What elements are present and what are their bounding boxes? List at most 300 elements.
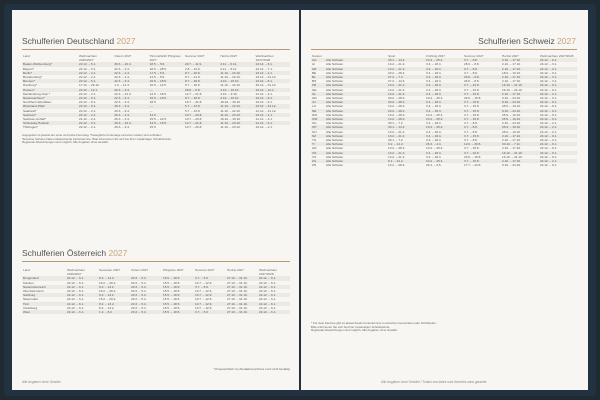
table-cell: 13.2. – 21.2. (387, 151, 425, 155)
table-cell: 13.2. – 28.2. (388, 112, 406, 117)
table-cell: 22.12. – 12.1. (78, 88, 113, 92)
note-line: Regionale Abweichungen sind möglich. Alle Angaben ohne Gewähr. (311, 328, 398, 333)
table-cell: Alle Schulen (325, 125, 387, 129)
table-cell: Niederösterreich (22, 285, 66, 289)
table-row (22, 125, 290, 129)
table-cell: AG (311, 58, 325, 62)
table-cell: Sachsen-Anhalt* (23, 117, 47, 122)
table-cell: 2.10. – 17.10. (501, 92, 539, 96)
table-cell: 2.10. – 17.10. (501, 159, 539, 163)
table-cell: OW (311, 117, 325, 121)
table-cell: 24.12. – 5.1. (79, 66, 97, 71)
table-cell: Alle Schulen (325, 100, 387, 104)
table-cell: 12.6. – 29.8. (463, 142, 501, 146)
table-cell: 19.7. – 31.8. (184, 100, 203, 105)
table-cell: 3.7. – 8.8. (464, 138, 478, 143)
table-cell: 24.12. – 6.1. (67, 289, 85, 294)
table-cell: 18.5. – 28.5. (149, 66, 167, 71)
table-cell: 10.4. – 25.4. (426, 96, 444, 101)
table-cell: 13.2. – 21.2. (388, 129, 406, 134)
table-cell: 17.5. – 5.6. (149, 71, 184, 75)
note-line: Regionale Abweichungen sind möglich. Alle Angaben ohne Gewähr. (22, 140, 109, 145)
table-cell: 10.7. – 12.9. (194, 302, 226, 306)
table-cell: 22.12. – 5.1. (78, 79, 113, 83)
table-cell: ZG (311, 159, 325, 163)
table-cell: 10.4. – 25.4. (425, 125, 463, 129)
table-cell: 20.2. – 28.2. (387, 109, 425, 113)
table-cell: 3.4. – 18.4. (426, 104, 442, 109)
table-cell: 10.4. – 25.4. (426, 112, 444, 117)
table-cell: 24.12. – 2.1. (540, 121, 558, 126)
table-cell: 22.3. – 2.4. (114, 75, 130, 80)
table-cell: 29.7. – 11.9. (184, 62, 219, 66)
column-header: Sommer 2027 (195, 268, 215, 272)
table-cell: 8.7. – 18.8. (184, 79, 219, 83)
table-cell: 27.10. – 31.10. (226, 302, 258, 306)
table-cell: 22.3. – 6.4. (113, 96, 148, 100)
table-cell: 29.3. – 9.4. (114, 108, 130, 113)
column-header: Himmelfahrt/ Pfingsten 2027 (149, 54, 181, 63)
table-cell: 11.10. – 22.10. (220, 108, 241, 113)
table-cell: 13.2. – 21.2. (388, 87, 406, 92)
table-cell: 22.12. – 5.1. (78, 62, 113, 66)
table-cell: 24.12. – 2.1. (540, 138, 558, 143)
table-cell: 3.7. – 5.9. (194, 310, 226, 314)
table-cell: 27.10. – 31.10. (227, 289, 248, 294)
table-cell: 23.12. – 2.1. (255, 125, 273, 130)
table-cell: VS (312, 154, 317, 159)
table-cell: 15.5. – 18.5. (162, 310, 194, 314)
table-cell: 20.12. – 31.12. (255, 83, 277, 88)
table-cell: 5.7. – 13.8. (184, 108, 201, 113)
table-cell: 15.2. – 20.2. (99, 280, 117, 285)
table-cell: 29.3. – 9.4. (113, 104, 148, 108)
table-cell: 24.12. – 9.1. (539, 100, 577, 104)
table-cell: Steiermark (23, 297, 38, 302)
table-cell: BS (312, 79, 317, 84)
table-cell: 10.7. – 20.8. (184, 125, 203, 130)
table-cell: SH (311, 125, 325, 129)
table-cell: 20.3. – 5.4. (131, 297, 147, 302)
table-cell: Wien (22, 310, 66, 314)
table-cell: 27.10. – 31.10. (227, 280, 248, 285)
austria-title-text: Schulferien Österreich (22, 248, 107, 258)
table-cell: 29.3. – 10.4. (113, 121, 148, 125)
table-cell: 3.7. – 8.8. (463, 67, 501, 71)
table-cell: TG (312, 138, 317, 143)
note-line: * Für viele Kantone gibt es abweichende Ferientermine in einzelnen Gemeinden oder Schulstufen. (311, 321, 437, 325)
table-cell: 26.6. – 8.8. (464, 79, 480, 84)
table-cell: 24.12. – 2.1. (539, 67, 577, 71)
table-cell: Alle Schulen (325, 134, 387, 138)
table-cell: 3.4. – 18.4. (425, 100, 463, 104)
table-cell: 3.4. – 18.4. (426, 62, 442, 67)
table-cell: 3.7. – 8.8. (464, 121, 478, 126)
table-cell: 21.12. – 6.1. (255, 121, 290, 125)
table-cell: Niedersachsen* (22, 96, 78, 100)
table-cell: 22.3. – 3.4. (114, 100, 130, 105)
table-cell: 21.12. – 2.1. (79, 117, 97, 122)
table-cell: 3.4. – 18.4. (426, 154, 442, 159)
table-cell: 24.12. – 6.1. (259, 280, 277, 285)
table-cell: 22.12. – 2.1. (78, 113, 113, 117)
table-cell: 24.12. – 6.1. (66, 302, 98, 306)
table-cell: 24.12. – 2.1. (540, 129, 558, 134)
table-cell: 25.9. – 10.10. (502, 104, 521, 109)
table-cell: 11.10. – 23.10. (220, 125, 241, 130)
table-cell: 26.3. – 2.4. (113, 113, 148, 117)
table-cell: 3.7. – 15.8. (464, 112, 480, 117)
table-cell: 9.10. – 24.10. (502, 96, 521, 101)
table-cell: 24.12. – 6.1. (255, 100, 273, 105)
austria-holiday-table (22, 268, 290, 314)
table-cell: Alle Schulen (325, 159, 387, 163)
table-cell: 3.7. – 15.8. (463, 109, 501, 113)
table-cell: 8.2. – 13.2. (98, 293, 130, 297)
switzerland-notes (311, 322, 577, 333)
table-cell: 15.5. – 18.5. (149, 96, 184, 100)
table-cell: 20.3. – 5.4. (130, 276, 162, 280)
table-cell: 3.7. – 22.8. (463, 83, 501, 87)
table-cell: 2.10. – 24.10. (502, 121, 521, 126)
table-cell: 23.12. – 8.1. (255, 62, 290, 66)
table-cell: 30.10. – 7.11. (501, 142, 539, 146)
table-cell: UR (312, 146, 317, 151)
table-cell: 10.4. – 25.4. (426, 146, 444, 151)
table-cell: 2.10. – 17.10. (502, 138, 521, 143)
table-cell: 24.12. – 9.1. (540, 104, 558, 109)
table-cell: 15.5. – 18.5. (162, 293, 194, 297)
table-cell: 22.12. – 8.1. (78, 104, 113, 108)
column-header: Land (23, 54, 30, 58)
table-cell: Berlin* (22, 71, 78, 75)
table-cell: 24.12. – 2.1. (539, 125, 577, 129)
table-cell: 15.5. – 18.5. (162, 302, 194, 306)
table-cell: 20.3. – 5.4. (130, 293, 162, 297)
column-header: Sommer 2027 (464, 54, 484, 58)
table-cell: — (149, 108, 153, 113)
table-cell: 24.12. – 9.1. (539, 117, 577, 121)
table-cell: 29.3. – 9.4. (113, 88, 148, 92)
table-cell: 10.7. – 12.9. (195, 280, 213, 285)
germany-title-year: 2027 (116, 36, 136, 46)
table-cell: 17.7. – 22.8. (464, 163, 482, 168)
table-cell: 3.7. – 15.8. (463, 159, 501, 163)
table-cell: 2.4. – 18.4. (426, 87, 442, 92)
table-cell: 24.12. – 6.1. (66, 293, 98, 297)
table-cell: 2.10. – 17.10. (501, 58, 539, 62)
table-cell: Alle Schulen (325, 117, 387, 121)
table-cell: 13.2. – 21.2. (387, 67, 425, 71)
table-cell: Alle Schulen (326, 62, 344, 67)
table-cell: 8.7. – 20.8. (184, 71, 219, 75)
table-cell: 24.12. – 9.1. (540, 96, 558, 101)
table-cell: 27.10. – 31.10. (226, 293, 258, 297)
table-cell: 4.10. – 16.10. (219, 96, 254, 100)
table-cell: LU (312, 104, 316, 109)
table-cell: 1.3. – 12.3. (114, 83, 130, 88)
table-cell: 15.5. (149, 125, 157, 130)
table-cell: Saarland* (23, 108, 37, 113)
table-cell: SO (312, 129, 317, 134)
table-cell: 20.3. – 5.4. (131, 289, 147, 294)
table-cell: 30.1. – 7.2. (388, 138, 404, 143)
table-cell: 3.4. – 18.4. (425, 67, 463, 71)
table-cell: NE (311, 109, 325, 113)
table-cell: 3.4. – 18.4. (425, 75, 463, 79)
table-cell: 24.12. – 9.1. (540, 112, 558, 117)
table-cell: 14.5. – 18.5. (149, 91, 167, 96)
table-cell: 15.5. – 18.5. (162, 276, 194, 280)
column-header: Frühling 2027 (426, 54, 445, 58)
table-cell: 15.2. – 20.2. (99, 289, 117, 294)
table-cell: 3.4. – 18.4. (426, 70, 442, 75)
column-header: Weihnachten 2027/2028 (540, 54, 574, 58)
table-cell: 22.12. – 2.1. (79, 75, 97, 80)
table-cell: Tirol (22, 302, 66, 306)
table-cell: Alle Schulen (326, 138, 344, 143)
table-cell: 26.6. – 8.8. (464, 62, 480, 67)
table-cell: — (149, 88, 184, 92)
table-cell: 24.12. – 6.1. (258, 293, 290, 297)
table-cell: 24.12. – 9.1. (539, 58, 577, 62)
table-cell: SZ (311, 134, 325, 138)
table-cell: 18.5. (149, 100, 157, 105)
table-cell: Schleswig-Holstein (22, 121, 78, 125)
table-cell: Alle Schulen (326, 70, 344, 75)
table-cell: 27.2. – 7.3. (387, 75, 425, 79)
table-cell: 25.9. – 10.10. (502, 129, 521, 134)
austria-note: *Voraussichtlich, bei Redaktionsschluss noch nicht bestätigt (213, 367, 290, 371)
right-footer: Alle Angaben ohne Gewähr / Toutes ces dates sont données sans garantie (381, 380, 487, 384)
right-page (301, 10, 588, 390)
table-cell: 15.5. – 22.5. (149, 117, 167, 122)
table-cell: 3.7. – 15.8. (463, 100, 501, 104)
table-cell: 29.3. – 3.4. (114, 117, 130, 122)
table-cell: 2.10. – 17.10. (501, 134, 539, 138)
table-cell: 24.12. – 6.1. (66, 310, 98, 314)
table-cell: 15.5. – 18.5. (149, 79, 184, 83)
table-cell: 11.10. – 22.10. (220, 75, 241, 80)
table-cell: TI (311, 142, 325, 146)
table-cell: 25.9. – 10.10. (501, 117, 539, 121)
table-cell: Alle Schulen (325, 142, 387, 146)
table-cell: 23.12. – 12.1. (255, 88, 290, 92)
table-cell: 24.12. – 3.1. (539, 75, 577, 79)
table-cell: Brandenburg* (23, 75, 43, 80)
column-header: Weihnachten 2027/2028 (255, 54, 274, 63)
table-cell: 11.10. – 22.10. (220, 83, 241, 88)
table-cell: 9.10. – 24.10. (501, 109, 539, 113)
table-cell: Alle Schulen (325, 75, 387, 79)
table-cell: AI (312, 62, 315, 67)
table-cell: 10.4. – 25.4. (425, 58, 463, 62)
table-cell: 22.3. – 2.4. (113, 71, 148, 75)
table-cell: 20.2. – 28.2. (388, 70, 406, 75)
column-header: Herbst 2027 (227, 268, 244, 272)
table-cell: 21.12. – 3.1. (255, 117, 273, 122)
table-cell: 8.2. – 13.2. (99, 305, 115, 310)
table-cell: 8.7. – 21.8. (184, 75, 201, 80)
table-row (311, 163, 577, 167)
column-header: Weihnachten 2026/2027 (79, 54, 98, 63)
table-cell: 24.12. – 2.1. (539, 92, 577, 96)
table-cell: 2.11. – 6.11. (219, 62, 254, 66)
table-cell: Oberösterreich (23, 289, 44, 294)
table-cell: 3.7. – 8.8. (464, 70, 478, 75)
table-cell: 11.10. – 23.10. (219, 71, 254, 75)
table-cell: Sachsen* (22, 113, 78, 117)
table-cell: 24.12. – 9.1. (539, 134, 577, 138)
table-cell: 2.10. – 17.10. (501, 75, 539, 79)
table-cell: Alle Schulen (325, 151, 387, 155)
table-cell: 3.4. – 18.4. (425, 151, 463, 155)
austria-title-rule (22, 261, 290, 262)
column-header: Sport (388, 54, 396, 58)
table-cell: 8.2. – 13.2. (98, 302, 130, 306)
table-cell: 24.12. – 9.1. (539, 142, 577, 146)
table-cell: 24.12. – 6.1. (258, 276, 290, 280)
germany-section-title (22, 36, 135, 46)
table-cell: Alle Schulen (326, 121, 344, 126)
table-cell: BL (311, 75, 325, 79)
table-cell: 24.12. – 6.1. (259, 289, 277, 294)
table-cell: 30.1. – 14.2. (387, 58, 425, 62)
table-cell: 20.2. – 28.2. (387, 100, 425, 104)
table-cell: Bremen* (22, 79, 78, 83)
table-cell: GE (312, 87, 317, 92)
table-cell: 22.3. – 31.3. (114, 91, 132, 96)
table-cell: 22.12. – 5.1. (78, 96, 113, 100)
table-cell: 15.5. – 18.5. (163, 280, 181, 285)
table-cell: 21.12. – 31.12. (255, 108, 277, 113)
table-cell: 3.7. – 22.8. (463, 151, 501, 155)
column-header: Land (23, 268, 30, 272)
table-cell: 26.6. – 15.8. (464, 154, 482, 159)
table-cell: 24.12. – 2.1. (539, 159, 577, 163)
table-cell: 26.3. – 4.4. (425, 142, 463, 146)
open-planner-book (4, 4, 596, 396)
table-cell: 13.2. – 21.2. (387, 134, 425, 138)
switzerland-section-title (478, 36, 576, 46)
table-cell: 24.12. – 9.1. (539, 109, 577, 113)
column-header: Herbst 2027 (502, 54, 519, 58)
column-header: Semester 2027 (99, 268, 120, 272)
table-cell: Alle Schulen (325, 109, 387, 113)
table-cell: 13.2. – 28.2. (388, 146, 406, 151)
table-cell: 24.12. – 9.1. (540, 163, 558, 168)
table-cell: 13.2. – 21.2. (387, 83, 425, 87)
table-cell: Salzburg (22, 293, 66, 297)
austria-title-year: 2027 (108, 248, 128, 258)
table-cell: Kärnten (23, 280, 34, 285)
table-cell: 12.7. – 21.8. (184, 121, 219, 125)
table-cell: 24.12. – 6.1. (67, 297, 85, 302)
table-cell: 27.2. – 14.3. (388, 79, 406, 84)
table-cell: 22.12. – 2.1. (78, 71, 113, 75)
table-cell: 11.10. – 23.10. (219, 113, 254, 117)
table-cell: 3.7. – 15.8. (463, 92, 501, 96)
table-cell: Burgenland (22, 276, 66, 280)
table-cell: 8.7. – 18.8. (184, 96, 219, 100)
table-cell: 23.12. – 2.1. (255, 71, 290, 75)
column-header: Ostern 2027 (131, 268, 149, 272)
table-cell: 25.9. – 10.10. (502, 112, 521, 117)
table-cell: 22.12. – 2.1. (79, 108, 97, 113)
table-cell: 15.5. – 18.5. (163, 305, 181, 310)
table-cell: 3.4. – 18.4. (425, 92, 463, 96)
table-cell: 10.7. – 12.9. (194, 293, 226, 297)
table-cell: 3.7. – 8.8. (463, 125, 501, 129)
table-cell: 15.5. – 18.5. (162, 285, 194, 289)
table-cell: Alle Schulen (326, 112, 344, 117)
table-cell: 24.4. – 9.5. (426, 163, 442, 168)
table-cell: 24.12. – 9.1. (540, 146, 558, 151)
table-cell: 18.9. – 10.10. (502, 70, 521, 75)
table-cell: 23.12. – 2.1. (255, 113, 290, 117)
table-cell: Mecklenburg-Vorp.* (23, 91, 51, 96)
table-cell: 27.10. – 31.10. (226, 310, 258, 314)
table-cell: Alle Schulen (326, 154, 344, 159)
table-cell: 10.7. – 20.8. (184, 117, 203, 122)
table-cell: 2.10. – 17.10. (502, 62, 521, 67)
table-cell: 18.5. – 5.6. (149, 62, 184, 66)
table-cell: 13.2. – 21.2. (388, 62, 406, 67)
table-cell: SG (312, 121, 317, 126)
table-cell: 13.2. – 28.2. (388, 163, 406, 168)
table-cell: 3.7. – 15.8. (464, 104, 480, 109)
table-cell: 3.4. – 18.4. (425, 134, 463, 138)
table-cell: 16.10. – 31.10. (501, 151, 539, 155)
table-cell: 15.5. – 18.5. (163, 297, 181, 302)
table-cell: Alle Schulen (325, 92, 387, 96)
table-cell: 22.12. – 2.1. (79, 125, 97, 130)
table-cell: 1.2. – 6.2. (98, 310, 130, 314)
table-cell: 13.2. – 21.2. (388, 154, 406, 159)
table-cell: 6.2. – 21.2. (387, 159, 425, 163)
table-cell: 24.12. – 6.1. (259, 297, 277, 302)
table-cell: 16.10. – 31.10. (501, 83, 539, 87)
table-cell: 15.2. – 20.2. (99, 297, 117, 302)
table-cell: 20.3. – 5.4. (131, 305, 147, 310)
table-cell: 2.10. – 17.10. (502, 146, 521, 151)
table-cell: 22.12. – 6.1. (79, 100, 97, 105)
table-cell: 9.10. – 24.10. (501, 100, 539, 104)
table-cell: 3.7. – 15.8. (463, 117, 501, 121)
table-cell: 8.2. – 13.2. (98, 285, 130, 289)
table-cell: 9.10. – 24.10. (502, 163, 521, 168)
table-cell: 11.10. – 23.10. (219, 121, 254, 125)
table-cell: 26.6. – 8.8. (463, 75, 501, 79)
table-cell: Nordrhein-Westfalen (23, 100, 52, 105)
table-cell: 24.12. – 6.1. (258, 285, 290, 289)
table-cell: Alle Schulen (326, 146, 344, 151)
table-cell: ZH (312, 163, 317, 168)
table-cell: 27.10. – 31.10. (226, 276, 258, 280)
table-cell: 27.10. – 31.10. (227, 297, 248, 302)
table-cell: 13.2. – 28.2. (387, 117, 425, 121)
table-cell: 3.7. – 5.9. (194, 285, 226, 289)
table-cell: 3.7. – 8.8. (463, 58, 501, 62)
table-cell: Alle Schulen (326, 163, 344, 168)
table-cell: BE (312, 70, 317, 75)
austria-section-title (22, 248, 127, 258)
column-header: Weihnachten 2027/2028 (259, 268, 278, 277)
table-cell: Alle Schulen (326, 79, 344, 84)
table-cell: Alle Schulen (325, 58, 387, 62)
table-cell: 2.11. – 5.11. (220, 66, 238, 71)
table-cell: 16.10. – 31.10. (502, 154, 523, 159)
